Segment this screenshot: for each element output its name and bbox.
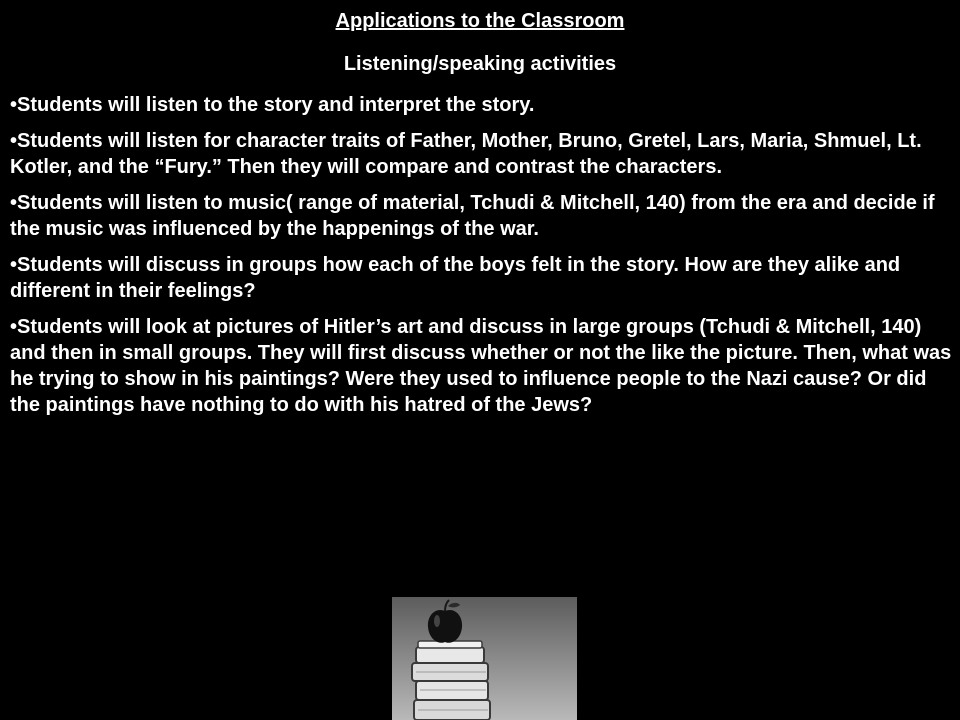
bullet-item: [10, 252, 952, 304]
bullet-item: [10, 190, 952, 242]
bullet-text: Students will discuss in groups how each of the boys felt in the story. How are they alike and different in their feelings?: [10, 254, 901, 302]
slide-title: Applications to the Classroom: [335, 10, 625, 32]
bullet-list: [10, 92, 952, 428]
bullet-dot: •: [10, 130, 18, 152]
apple-books-picture: [392, 597, 577, 720]
bullet-item: [10, 128, 952, 180]
bullet-text: Students will listen to the story and interpret the story.: [17, 94, 535, 116]
apple-icon: [428, 600, 462, 643]
bullet-item: [10, 92, 952, 118]
bullet-item: [10, 314, 952, 418]
bullet-text: Students will listen to music( range of material, Tchudi & Mitchell, 140) from the era and decide if the music was influenced by the happenings of the war.: [10, 192, 935, 240]
apple-books-illustration: [392, 597, 577, 720]
bullet-dot: •: [10, 192, 18, 214]
bullet-dot: •: [10, 316, 18, 338]
bullet-dot: •: [10, 254, 18, 276]
book-stack: [412, 641, 490, 720]
slide-subtitle: Listening/speaking activities: [343, 53, 617, 75]
bullet-text: Students will listen for character traits of Father, Mother, Bruno, Gretel, Lars, Maria, Shmuel, Lt. Kotler, and the “Fury.” Then they will compare and contrast the characters.: [10, 130, 922, 178]
bullet-dot: •: [10, 94, 18, 116]
book-second: [416, 647, 484, 663]
bullet-text: Students will look at pictures of Hitler’s art and discuss in large groups (Tchudi & Mitchell, 140) and then in small groups. They will first discuss whether or not the like the picture. Then, what was he trying to show in his paintings? Were they used to influence people to the Nazi cause? Or did the paintings have nothing to do with his hatred of the Jews?: [10, 316, 952, 416]
